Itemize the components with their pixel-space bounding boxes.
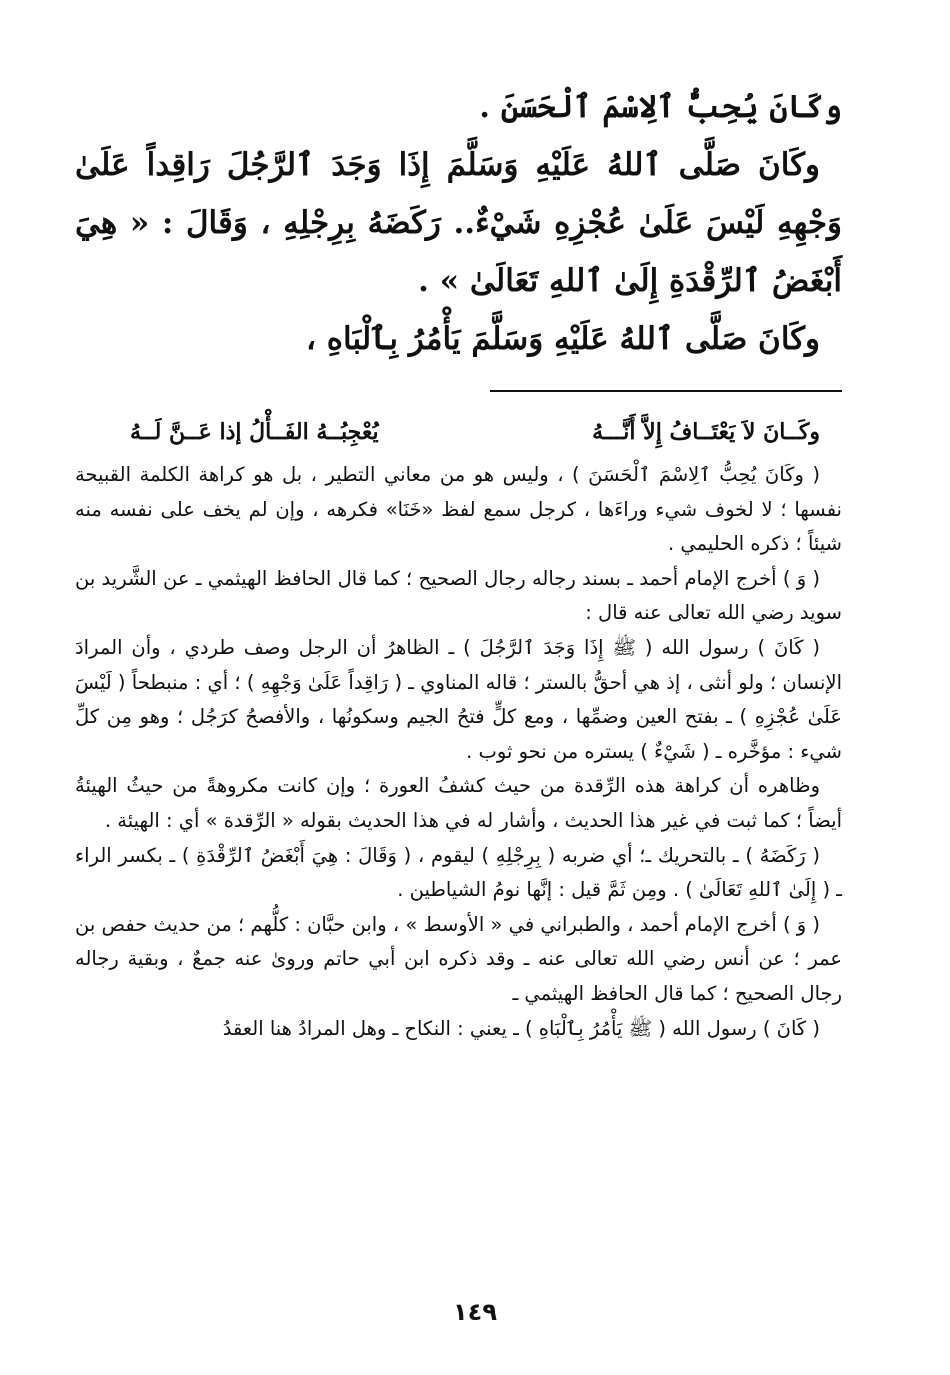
poetry-verse [130, 412, 820, 452]
main-hadith-text [75, 78, 842, 368]
verse-first-hemistich: وكَــانَ لاَ يَعْتَــافُ إِلاَّ أَنَّـــهُ [592, 419, 820, 445]
commentary-paragraph-6: ( وَ ) أخرج الإمام أحمد ، والطبراني في « الأوسط » ، وابن حبَّان : كلُّهم ؛ من حديث حفص بن عمر ؛ عن أنس رضي الله تعالى عنه ـ وقد ذكره ابن أبي حاتم وروىٰ عنه جمعٌ ، وبقية رجاله رجال الصحيح ؛ كما قال الحافظ الهيثمي ـ [75, 912, 842, 1005]
commentary-paragraph-4: وظاهره أن كراهة هذه الرِّقدة من حيث كشفُ العورة ؛ وإن كانت مكروهةً من حيثُ الهيئةُ أيضاً ؛ كما ثبت في غير هذا الحديث ، وأشار له في هذا الحديث بقوله « الرِّقدة » أي : الهيئة . [75, 774, 842, 832]
commentary-paragraph-1: ( وكَانَ يُحِبُّ ٱلِاسْمَ ٱلْحَسَنَ ) ، وليس هو من معاني التطير ، بل هو كراهة الكلمة القبيحة نفسها ؛ لا لخوف شيء وراءَها ، كرجل سمع لفظ «خَنَا» فكرهه ، وإن لم يخف على نفسه منه شيئاً ؛ ذكره الحليمي . [75, 463, 842, 556]
section-divider [490, 390, 842, 392]
verse-second-hemistich: يُعْجِبُــهُ الفَــأْلُ إذا عَــنَّ لَــهُ [130, 419, 379, 445]
commentary-text [75, 458, 842, 1046]
main-paragraph-3: وكَانَ صَلَّى ٱللهُ عَلَيْهِ وَسَلَّمَ يَأْمُرُ بِٱلْبَاهِ ، [305, 321, 820, 357]
commentary-paragraph-7: ( كَانَ ) رسول الله ( ﷺ يَأْمُرُ بِٱلْبَاهِ ) ـ يعني : النكاح ـ وهل المرادُ هنا العقدُ [222, 1016, 820, 1040]
main-paragraph-1: وكَانَ يُحِبُّ ٱلِاسْمَ ٱلْحَسَنَ . [479, 89, 842, 125]
main-paragraph-2: وكَانَ صَلَّى ٱللهُ عَلَيْهِ وَسَلَّمَ إِذَا وَجَدَ ٱلرَّجُلَ رَاقِداً عَلَىٰ وَجْهِهِ لَيْسَ عَلَىٰ عُجْزِهِ شَيْءٌ.. رَكَضَهُ بِرِجْلِهِ ، وَقَالَ : « هِيَ أَبْغَضُ ٱلرِّقْدَةِ إِلَىٰ ٱللهِ تَعَالَىٰ » . [75, 147, 842, 299]
commentary-paragraph-2: ( وَ ) أخرج الإمام أحمد ـ بسند رجاله رجال الصحيح ؛ كما قال الحافظ الهيثمي ـ عن الشَّريد بن سويد رضي الله تعالى عنه قال : [75, 566, 842, 625]
commentary-paragraph-5: ( رَكَضَهُ ) ـ بالتحريك ـ؛ أي ضربه ( بِرِجْلِهِ ) ليقوم ، ( وَقَالَ : هِيَ أَبْغَضُ ٱلرِّقْدَةِ ) ـ بكسر الراء ـ ( إِلَىٰ ٱللهِ تَعَالَىٰ ) . ومِن ثَمَّ قيل : إنَّها نومُ الشياطين . [75, 843, 842, 902]
commentary-paragraph-3: ( كَانَ ) رسول الله ( ﷺ إِذَا وَجَدَ ٱلرَّجُلَ ) ـ الظاهرُ أن الرجل وصف طردي ، وأن المرادَ الإنسان ؛ ولو أنثى ، إذ هي أحقُّ بالستر ؛ قاله المناوي ـ ( رَاقِداً عَلَىٰ وَجْهِهِ ) ؛ أي : منبطحاً ( لَيْسَ عَلَىٰ عُجْزِهِ ) ـ بفتح العين وضمِّها ، ومع كلٍّ فتحُ الجيم وسكونُها ، والأفصحُ كرَجُل ؛ وهو مِن كلِّ شيء : مؤخَّره ـ ( شَيْءٌ ) يستره من نحو ثوب . [75, 635, 842, 763]
page-number: ١٤٩ [453, 1298, 497, 1326]
